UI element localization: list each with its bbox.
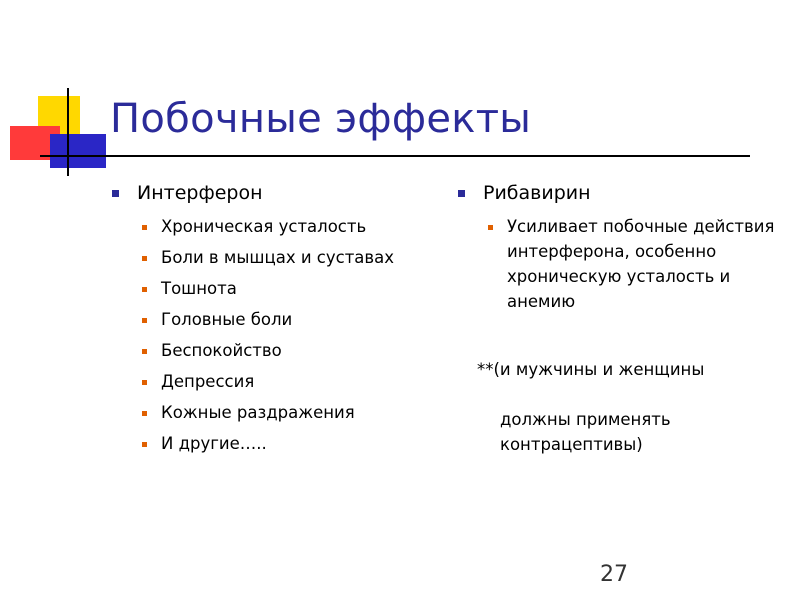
note-line-rest: должны применять контрацептивы) [500, 410, 671, 454]
contraception-note [477, 332, 778, 482]
orange-bullet-icon [142, 318, 147, 323]
left-column [112, 182, 432, 462]
list-item [142, 307, 432, 332]
logo-vertical-line [67, 88, 69, 176]
list-item [142, 431, 432, 456]
orange-bullet-icon [142, 287, 147, 292]
list-item-text: Кожные раздражения [161, 403, 355, 422]
orange-bullet-icon [488, 225, 493, 230]
list-item [142, 276, 432, 301]
list-item [142, 338, 432, 363]
square-bullet-icon [112, 190, 119, 197]
decorative-squares-logo [0, 0, 120, 190]
list-item [142, 245, 432, 270]
list-item-text: И другие….. [161, 434, 267, 453]
list-item [142, 400, 432, 425]
slide-title: Побочные эффекты [110, 96, 532, 142]
list-item-text: Усиливает побочные действия интерферона, особенно хроническую усталость и анемию [507, 217, 775, 311]
note-line-1: **(и мужчины и женщины [477, 360, 705, 379]
orange-bullet-icon [142, 442, 147, 447]
left-heading-row [112, 182, 432, 204]
right-heading-row [458, 182, 778, 204]
orange-bullet-icon [142, 380, 147, 385]
orange-bullet-icon [142, 225, 147, 230]
orange-bullet-icon [142, 349, 147, 354]
list-item-text: Беспокойство [161, 341, 282, 360]
list-item-text: Боли в мышцах и суставах [161, 248, 395, 267]
page-number: 27 [600, 562, 628, 587]
logo-blue-square [50, 134, 106, 168]
right-column [458, 182, 778, 482]
list-item-text: Тошнота [161, 279, 237, 298]
orange-bullet-icon [142, 411, 147, 416]
left-items-list [142, 214, 432, 456]
square-bullet-icon [458, 190, 465, 197]
list-item-text: Головные боли [161, 310, 293, 329]
orange-bullet-icon [142, 256, 147, 261]
list-item [142, 369, 432, 394]
list-item [488, 214, 778, 314]
list-item [142, 214, 432, 239]
list-item-text: Хроническая усталость [161, 217, 367, 236]
right-heading: Рибавирин [483, 182, 591, 204]
right-items-list [488, 214, 778, 314]
list-item-text: Депрессия [161, 372, 255, 391]
left-heading: Интерферон [137, 182, 263, 204]
title-underline [40, 155, 750, 157]
